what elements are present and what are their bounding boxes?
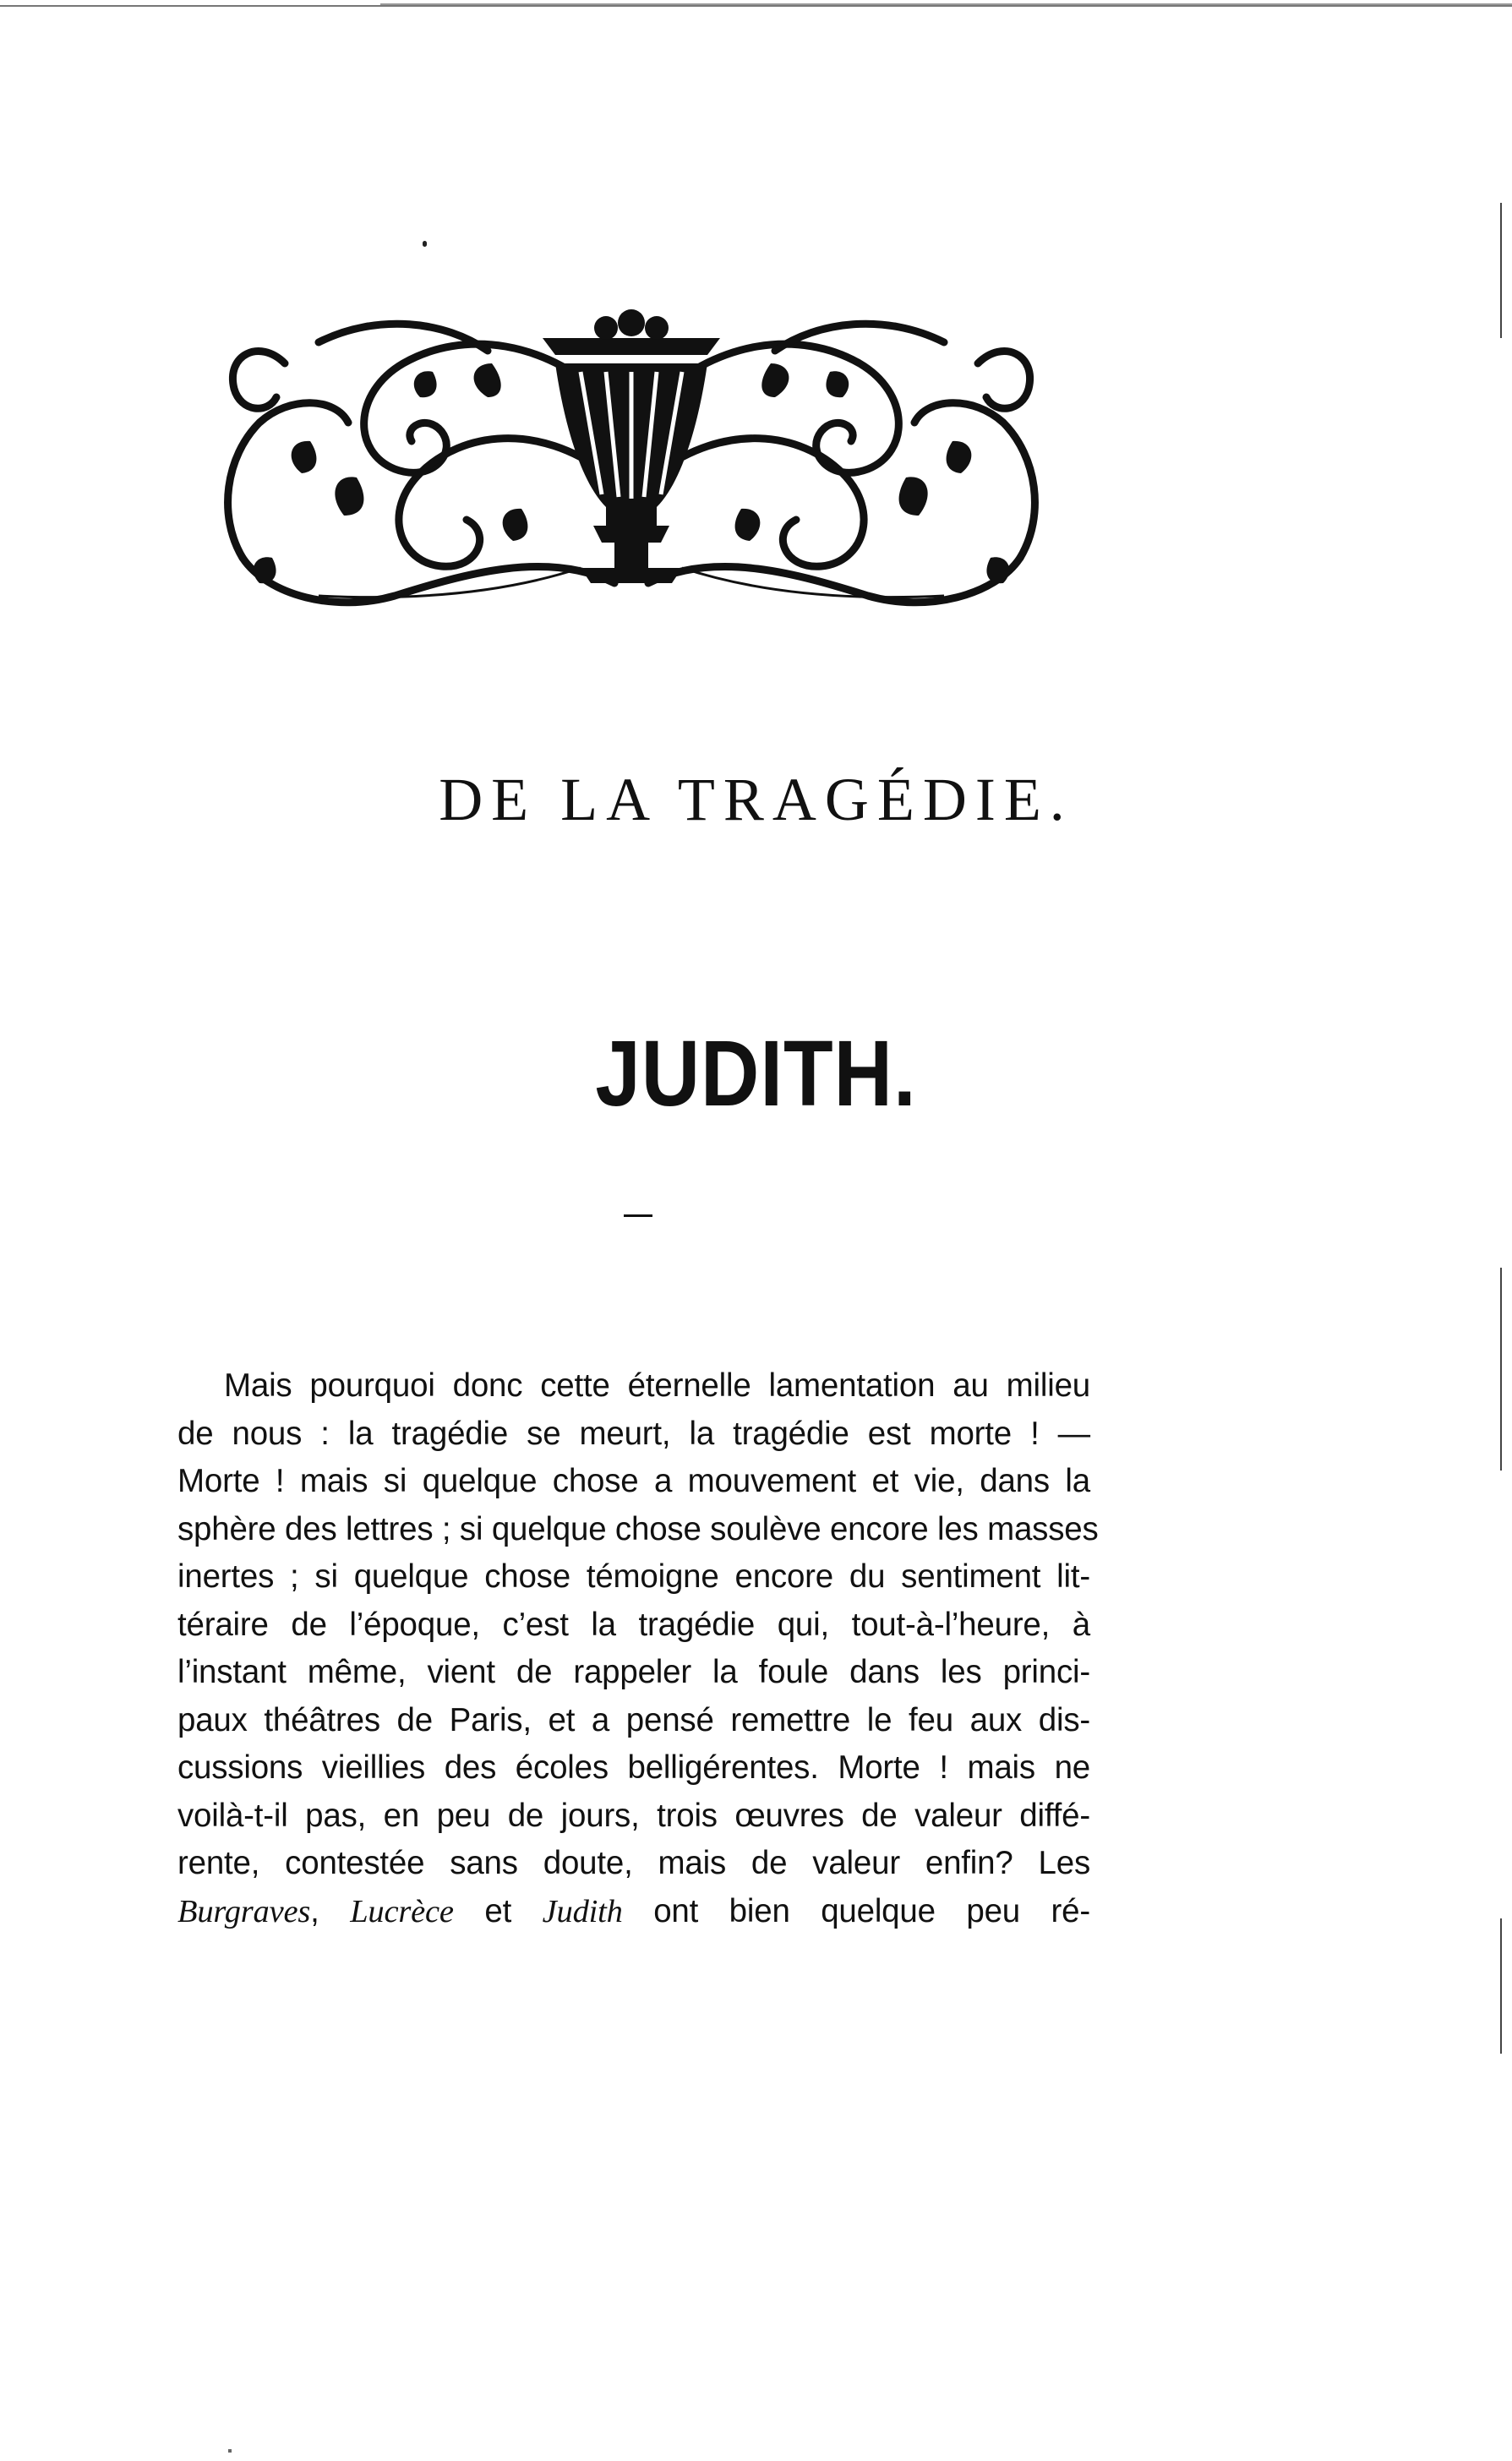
title-judith: Judith — [542, 1893, 623, 1929]
line-tail: ont bien quelque peu ré- — [622, 1892, 1090, 1929]
ink-speck — [423, 241, 427, 247]
scan-edge-mark — [1500, 1918, 1502, 2054]
top-edge-rule — [0, 5, 1512, 7]
text-line: l’instant même, vient de rappeler la foule dans les princi- — [177, 1654, 1090, 1690]
title-burgraves: Burgraves — [177, 1893, 311, 1929]
text-line: sphère des lettres ; si quelque chose soulève encore les masses — [177, 1510, 1099, 1547]
scan-edge-mark — [1500, 1268, 1502, 1471]
text-line: Mais pourquoi donc cette éternelle lamentation au milieu — [224, 1367, 1090, 1404]
ornamental-headpiece — [209, 304, 1054, 613]
title-lucrece: Lucrèce — [350, 1893, 454, 1929]
separator: et — [453, 1892, 543, 1929]
text-line-last — [177, 1888, 1090, 1936]
text-line: cussions vieillies des écoles belligérentes. Morte ! mais ne — [177, 1749, 1090, 1786]
text-line: Morte ! mais si quelque chose a mouvement et vie, dans la — [177, 1463, 1090, 1499]
text-line: téraire de l’époque, c’est la tragédie qui, tout-à-l’heure, à — [177, 1606, 1090, 1643]
section-title: DE LA TRAGÉDIE. — [439, 766, 1073, 833]
text-line: de nous : la tragédie se meurt, la tragédie est morte ! — — [177, 1415, 1090, 1452]
top-edge-rule-right — [380, 3, 1512, 5]
separator-dash — [624, 1214, 652, 1217]
article-title: JUDITH. — [595, 1022, 917, 1127]
separator: , — [310, 1892, 351, 1929]
body-paragraph — [177, 1362, 1099, 1935]
text-line: inertes ; si quelque chose témoigne encore du sentiment lit- — [177, 1558, 1090, 1595]
text-line: paux théâtres de Paris, et a pensé remettre le feu aux dis- — [177, 1701, 1090, 1738]
ink-speck — [228, 2449, 232, 2453]
text-line: rente, contestée sans doute, mais de valeur enfin? Les — [177, 1845, 1090, 1881]
scan-edge-mark — [1500, 203, 1502, 338]
text-line: voilà-t-il pas, en peu de jours, trois œuvres de valeur diffé- — [177, 1797, 1090, 1834]
